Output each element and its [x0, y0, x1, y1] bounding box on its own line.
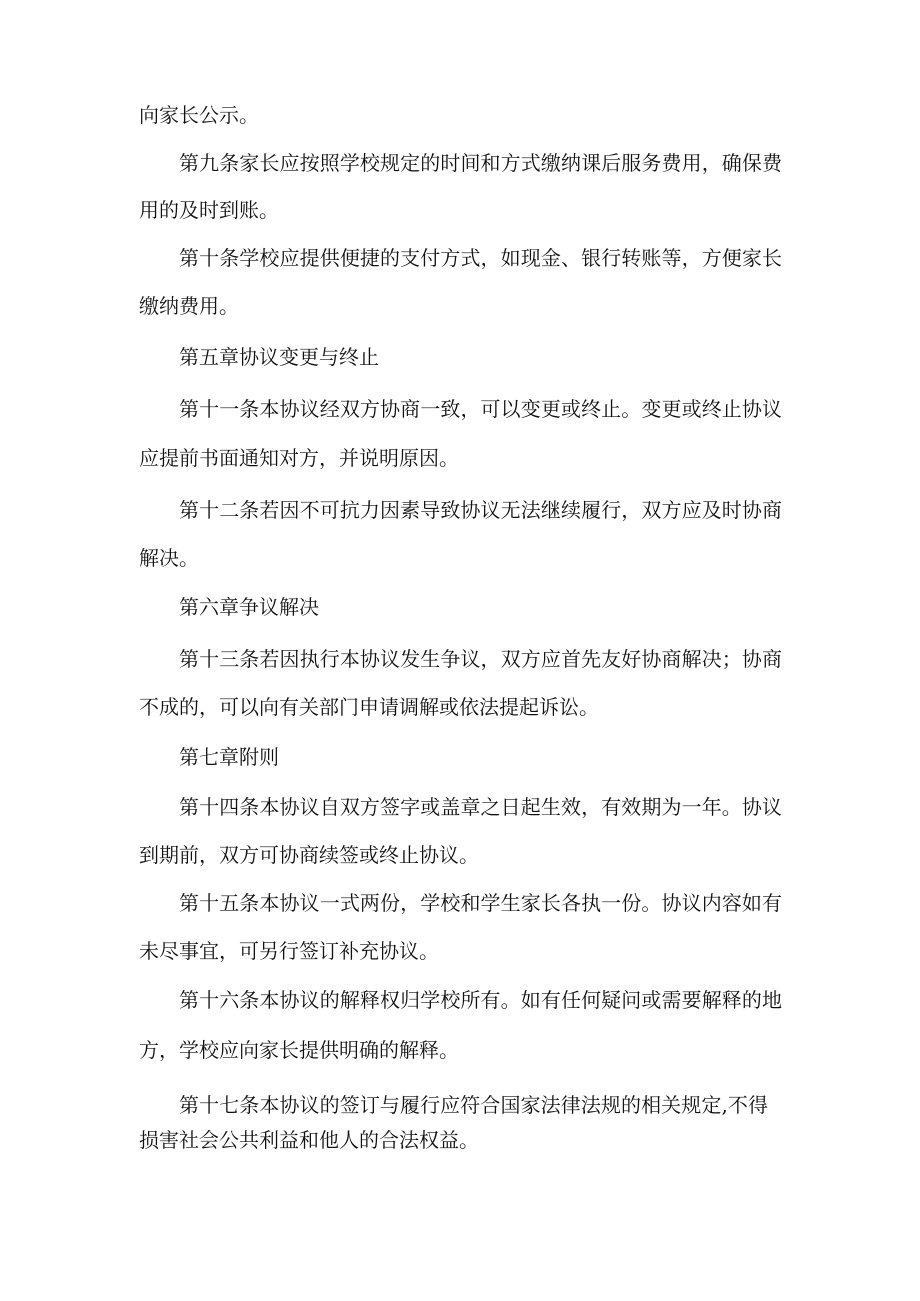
text-line: 不成的，可以向有关部门申请调解或依法提起诉讼。: [139, 695, 599, 719]
text-line: 第十条学校应提供便捷的支付方式，如现金、银行转账等，方便家长: [179, 246, 782, 270]
text-line: 到期前，双方可协商续签或终止协议。: [139, 843, 479, 867]
text-line: 第十一条本协议经双方协商一致，可以变更或终止。变更或终止协议: [179, 397, 782, 421]
text-line: 向家长公示。: [139, 103, 259, 127]
text-line: 解决。: [139, 546, 199, 570]
chapter-heading-text: 第六章争议解决: [179, 595, 319, 619]
text-line: 应提前书面通知对方，并说明原因。: [139, 446, 459, 470]
text-line: 第十六条本协议的解释权归学校所有。如有任何疑问或需要解释的地: [179, 988, 782, 1012]
chapter-heading-text: 第七章附则: [179, 745, 279, 769]
text-line: 用的及时到账。: [139, 198, 279, 222]
text-line: 方，学校应向家长提供明确的解释。: [139, 1038, 459, 1062]
text-line: 第十七条本协议的签订与履行应符合国家法律法规的相关规定,不得: [179, 1093, 768, 1117]
text-line: 损害社会公共利益和他人的合法权益。: [139, 1128, 479, 1152]
text-line: 第十四条本协议自双方签字或盖章之日起生效，有效期为一年。协议: [179, 795, 782, 819]
text-line: 第十二条若因不可抗力因素导致协议无法继续履行，双方应及时协商: [179, 498, 782, 522]
text-line: 第十五条本协议一式两份，学校和学生家长各执一份。协议内容如有: [179, 891, 782, 915]
text-line: 第十三条若因执行本协议发生争议，双方应首先友好协商解决；协商: [179, 647, 782, 671]
text-line: 第九条家长应按照学校规定的时间和方式缴纳课后服务费用，确保费: [179, 151, 782, 175]
text-line: 未尽事宜，可另行签订补充协议。: [139, 939, 439, 963]
chapter-heading-text: 第五章协议变更与终止: [179, 345, 379, 369]
text-line: 缴纳费用。: [139, 294, 239, 318]
